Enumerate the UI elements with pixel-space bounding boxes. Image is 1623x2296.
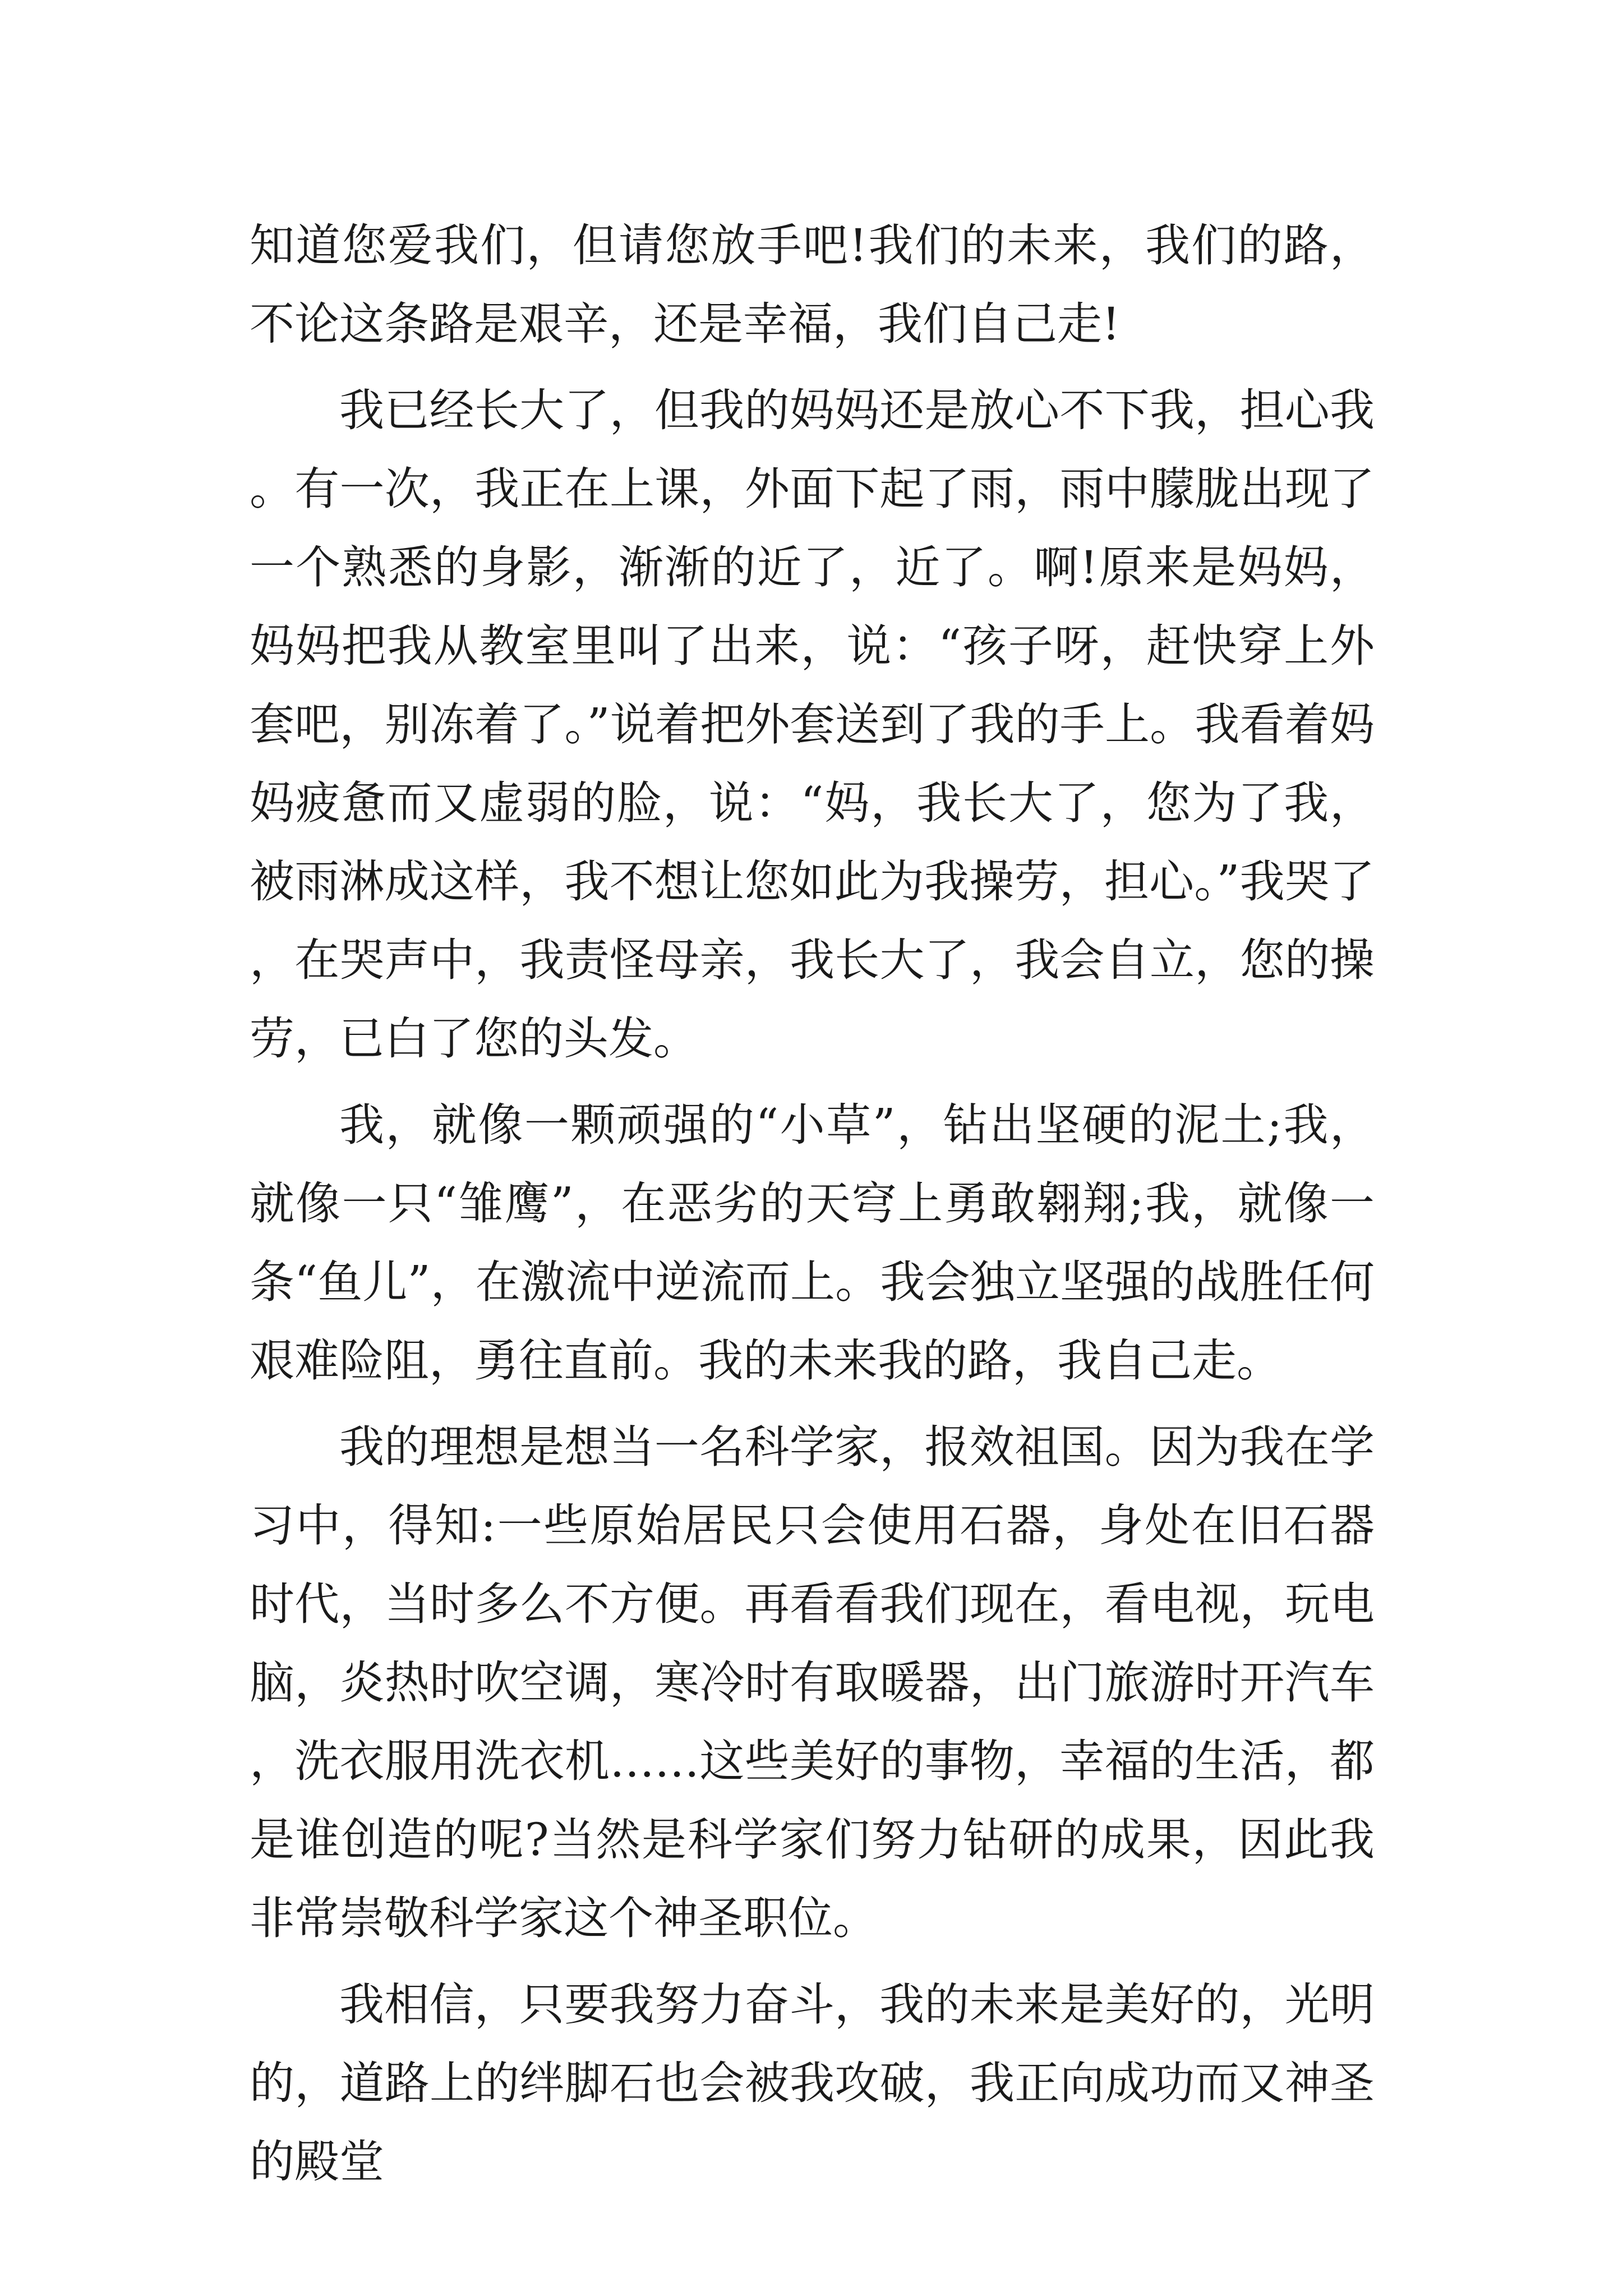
paragraph-4: 我的理想是想当一名科学家，报效祖国。因为我在学习中，得知:一些原始居民只会使用石器，身处在旧石器时代，当时多么不方便。再看看我们现在，看电视，玩电脑，炎热时吹空调，寒冷时有取暖器，出门旅游时开汽车，洗衣服用洗衣机……这些美好的事物，幸福的生活，都是谁创造的呢?当然是科学家们努力钻研的成果，因此我非常崇敬科学家这个神圣职位。 [250, 1421, 1375, 1944]
document-body [250, 206, 1375, 2201]
paragraph-5: 我相信，只要我努力奋斗，我的未来是美好的，光明的，道路上的绊脚石也会被我攻破，我正向成功而又神圣的殿堂 [250, 1978, 1375, 2188]
paragraph-1: 知道您爱我们，但请您放手吧!我们的未来，我们的路，不论这条路是艰辛，还是幸福，我们自己走! [250, 219, 1375, 350]
paragraph-3: 我，就像一颗顽强的“小草”，钻出坚硬的泥土;我，就像一只“雏鹰”，在恶劣的天穹上勇敢翱翔;我，就像一条“鱼儿”，在激流中逆流而上。我会独立坚强的战胜任何艰难险阻，勇往直前。我的未来我的路，我自己走。 [250, 1099, 1375, 1387]
paragraph-2: 我已经长大了，但我的妈妈还是放心不下我，担心我。有一次，我正在上课，外面下起了雨，雨中朦胧出现了一个熟悉的身影，渐渐的近了，近了。啊!原来是妈妈，妈妈把我从教室里叫了出来，说：“孩子呀，赶快穿上外套吧，别冻着了。”说着把外套送到了我的手上。我看着妈妈疲惫而又虚弱的脸，说：“妈，我长大了，您为了我，被雨淋成这样，我不想让您如此为我操劳，担心。”我哭了，在哭声中，我责怪母亲，我长大了，我会自立，您的操劳，已白了您的头发。 [250, 384, 1375, 1065]
